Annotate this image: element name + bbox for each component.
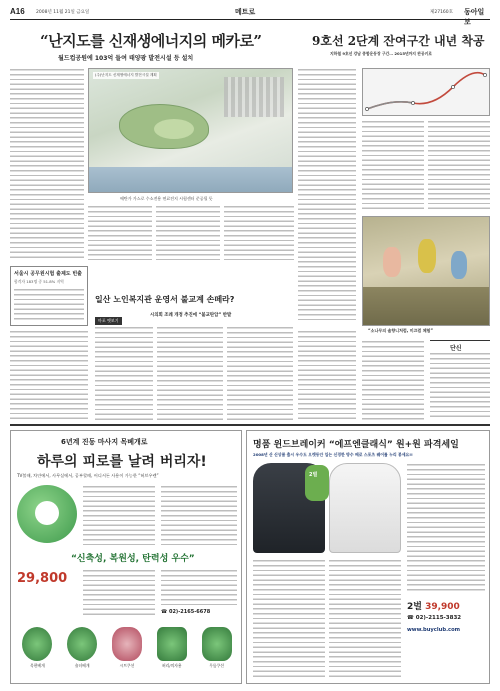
metro-body-col-1	[298, 68, 356, 323]
phone-number: 02)-2115-3832	[415, 615, 462, 621]
academy-subtitle: 합격자 183명 중 51.8% 지역	[14, 279, 64, 284]
ad-body-col-4	[161, 569, 237, 605]
metro-subhead: 지하철 9호선 강남 종합운동장 구간… 2015년까지 완공키로	[330, 51, 432, 56]
thumb-image	[22, 627, 52, 661]
ad-brand-headline: 명품 윈드브레이커 “에프엔클래식” 원+원 파격세일	[253, 440, 459, 450]
thumb-image	[67, 627, 97, 661]
child-figure	[451, 251, 467, 279]
thumb-label: 무릎쿠션	[209, 663, 224, 668]
ad-right-body-1	[407, 463, 485, 593]
subway-route-map	[362, 68, 490, 116]
lead-body-col-2	[88, 205, 152, 260]
lunch-headline: 일산 노인복지관 운영서 불교계 손떼라?	[95, 295, 235, 304]
product-thumbnail	[196, 627, 237, 679]
product-thumbnail	[107, 627, 148, 679]
ad-body-col-2	[161, 485, 237, 547]
bulletin-body	[430, 352, 490, 420]
ad-right-price: 2벌 39,900	[407, 602, 460, 612]
academy-body-lower	[10, 330, 88, 420]
academy-box	[10, 266, 88, 326]
ad-body-col-3	[83, 569, 155, 617]
ad-phone-number: 02)-2165-6678	[168, 609, 211, 615]
ads-divider	[10, 424, 490, 426]
river	[89, 167, 293, 193]
pillow-product-inner	[35, 501, 59, 525]
lunch-subhead: 시의회 조례 개정 추진에 “불교탄압” 반발	[150, 313, 232, 318]
thumb-image	[157, 627, 187, 661]
product-thumbnail	[62, 627, 103, 679]
ad-tagline: 2008년 산 신상품 출시 우수도 오랫동안 입는 신경한 방수 배로 스포츠 웨어를 누리 봉세요!!	[253, 452, 413, 457]
academy-title: 서울시 공무원시험 출제도 빈출	[14, 271, 83, 277]
children-photo-caption: “소나무의 솔향니처럼, 미끄럼 체험”	[368, 328, 434, 333]
product-thumbnail	[151, 627, 192, 679]
photo-tag: 마포 옛보기	[95, 317, 122, 325]
ad-right-body-2	[253, 559, 325, 679]
ad-badge: 2벌	[309, 472, 318, 478]
ad-website-link[interactable]: www.buyclub.com	[407, 627, 461, 633]
lead-body-col-3	[156, 205, 220, 260]
issue-date: 2008년 11월 21일 금요일	[36, 10, 90, 15]
ad-subhead: TV볼때, 차안에서, 사무실에서, 공부할때, 어디서든 사용이 가능한 “허브우렌”	[17, 473, 159, 478]
product-thumbnail	[17, 627, 58, 679]
lunch-body-col-1	[95, 326, 153, 420]
lead-body-col-1	[10, 68, 84, 260]
lead-photo-caption: 에탄가 가스로 수소전용 연료전지 시험센터 준공될 듯	[120, 196, 213, 201]
thumb-label: 시트쿠션	[119, 663, 135, 668]
bulletin-rule	[430, 340, 490, 341]
city-blocks	[224, 77, 284, 117]
child-figure	[383, 247, 401, 277]
thumb-image	[202, 627, 232, 661]
thumb-label: 허리/의자용	[161, 663, 182, 668]
ad-phone-left[interactable]: ☎ 02)-2165-6678	[161, 609, 211, 615]
section-name: 메트로	[235, 8, 256, 16]
bulletin-title: 단신	[450, 345, 462, 352]
metro-body-col-4	[298, 330, 356, 420]
lead-body-col-4	[224, 205, 294, 260]
thumb-label: 숄더베개	[74, 663, 90, 668]
children-photo	[362, 216, 490, 326]
ad-price: 29,800	[17, 571, 68, 586]
slide-structure	[363, 287, 490, 326]
ad-right-phone[interactable]: ☎ 02)-2115-3832	[407, 615, 462, 621]
product-thumbnail-row	[17, 627, 237, 679]
thumb-image	[112, 627, 142, 661]
academy-body	[14, 288, 84, 322]
ad-feature-text: “신축성, 복원성, 탄력성 우수”	[71, 554, 195, 564]
thumb-label: 목편베개	[30, 663, 45, 668]
route-line-graphic	[363, 69, 489, 115]
jacket-image-white	[329, 463, 401, 553]
lead-aerial-photo	[88, 68, 293, 193]
lead-subhead: 월드컵공원에 103억 들여 태양광 발전시설 등 설치	[58, 55, 194, 62]
ad-kicker: 6년계 진동 마사지 목베개로	[61, 438, 148, 446]
metro-body-col-2	[362, 120, 424, 212]
park-lawn	[154, 119, 194, 139]
issue-number: 제27160호	[430, 10, 454, 15]
metro-body-lower	[362, 340, 424, 420]
ad-headline: 하루의 피로를 날려 버리자!	[37, 454, 207, 470]
windbreaker-ad	[246, 430, 490, 684]
child-figure	[418, 239, 436, 273]
lead-map-title: (주)난지도 신재생에너지 발전시설 계획	[95, 73, 157, 77]
masthead	[10, 6, 490, 26]
pillow-ad	[10, 430, 242, 684]
lunch-body-col-2	[157, 326, 223, 420]
lead-headline: “난지도를 신재생에너지의 메카로”	[40, 32, 262, 50]
metro-headline: 9호선 2단계 잔여구간 내년 착공	[312, 34, 485, 48]
page-number: A16	[10, 7, 25, 16]
ad-body-col-1	[83, 485, 155, 547]
lunch-body-col-3	[227, 326, 293, 420]
ad-right-body-3	[329, 559, 401, 679]
price-value: 39,900	[425, 602, 460, 612]
newspaper-logo: 동아일보	[464, 7, 485, 26]
metro-body-col-3	[428, 120, 490, 212]
